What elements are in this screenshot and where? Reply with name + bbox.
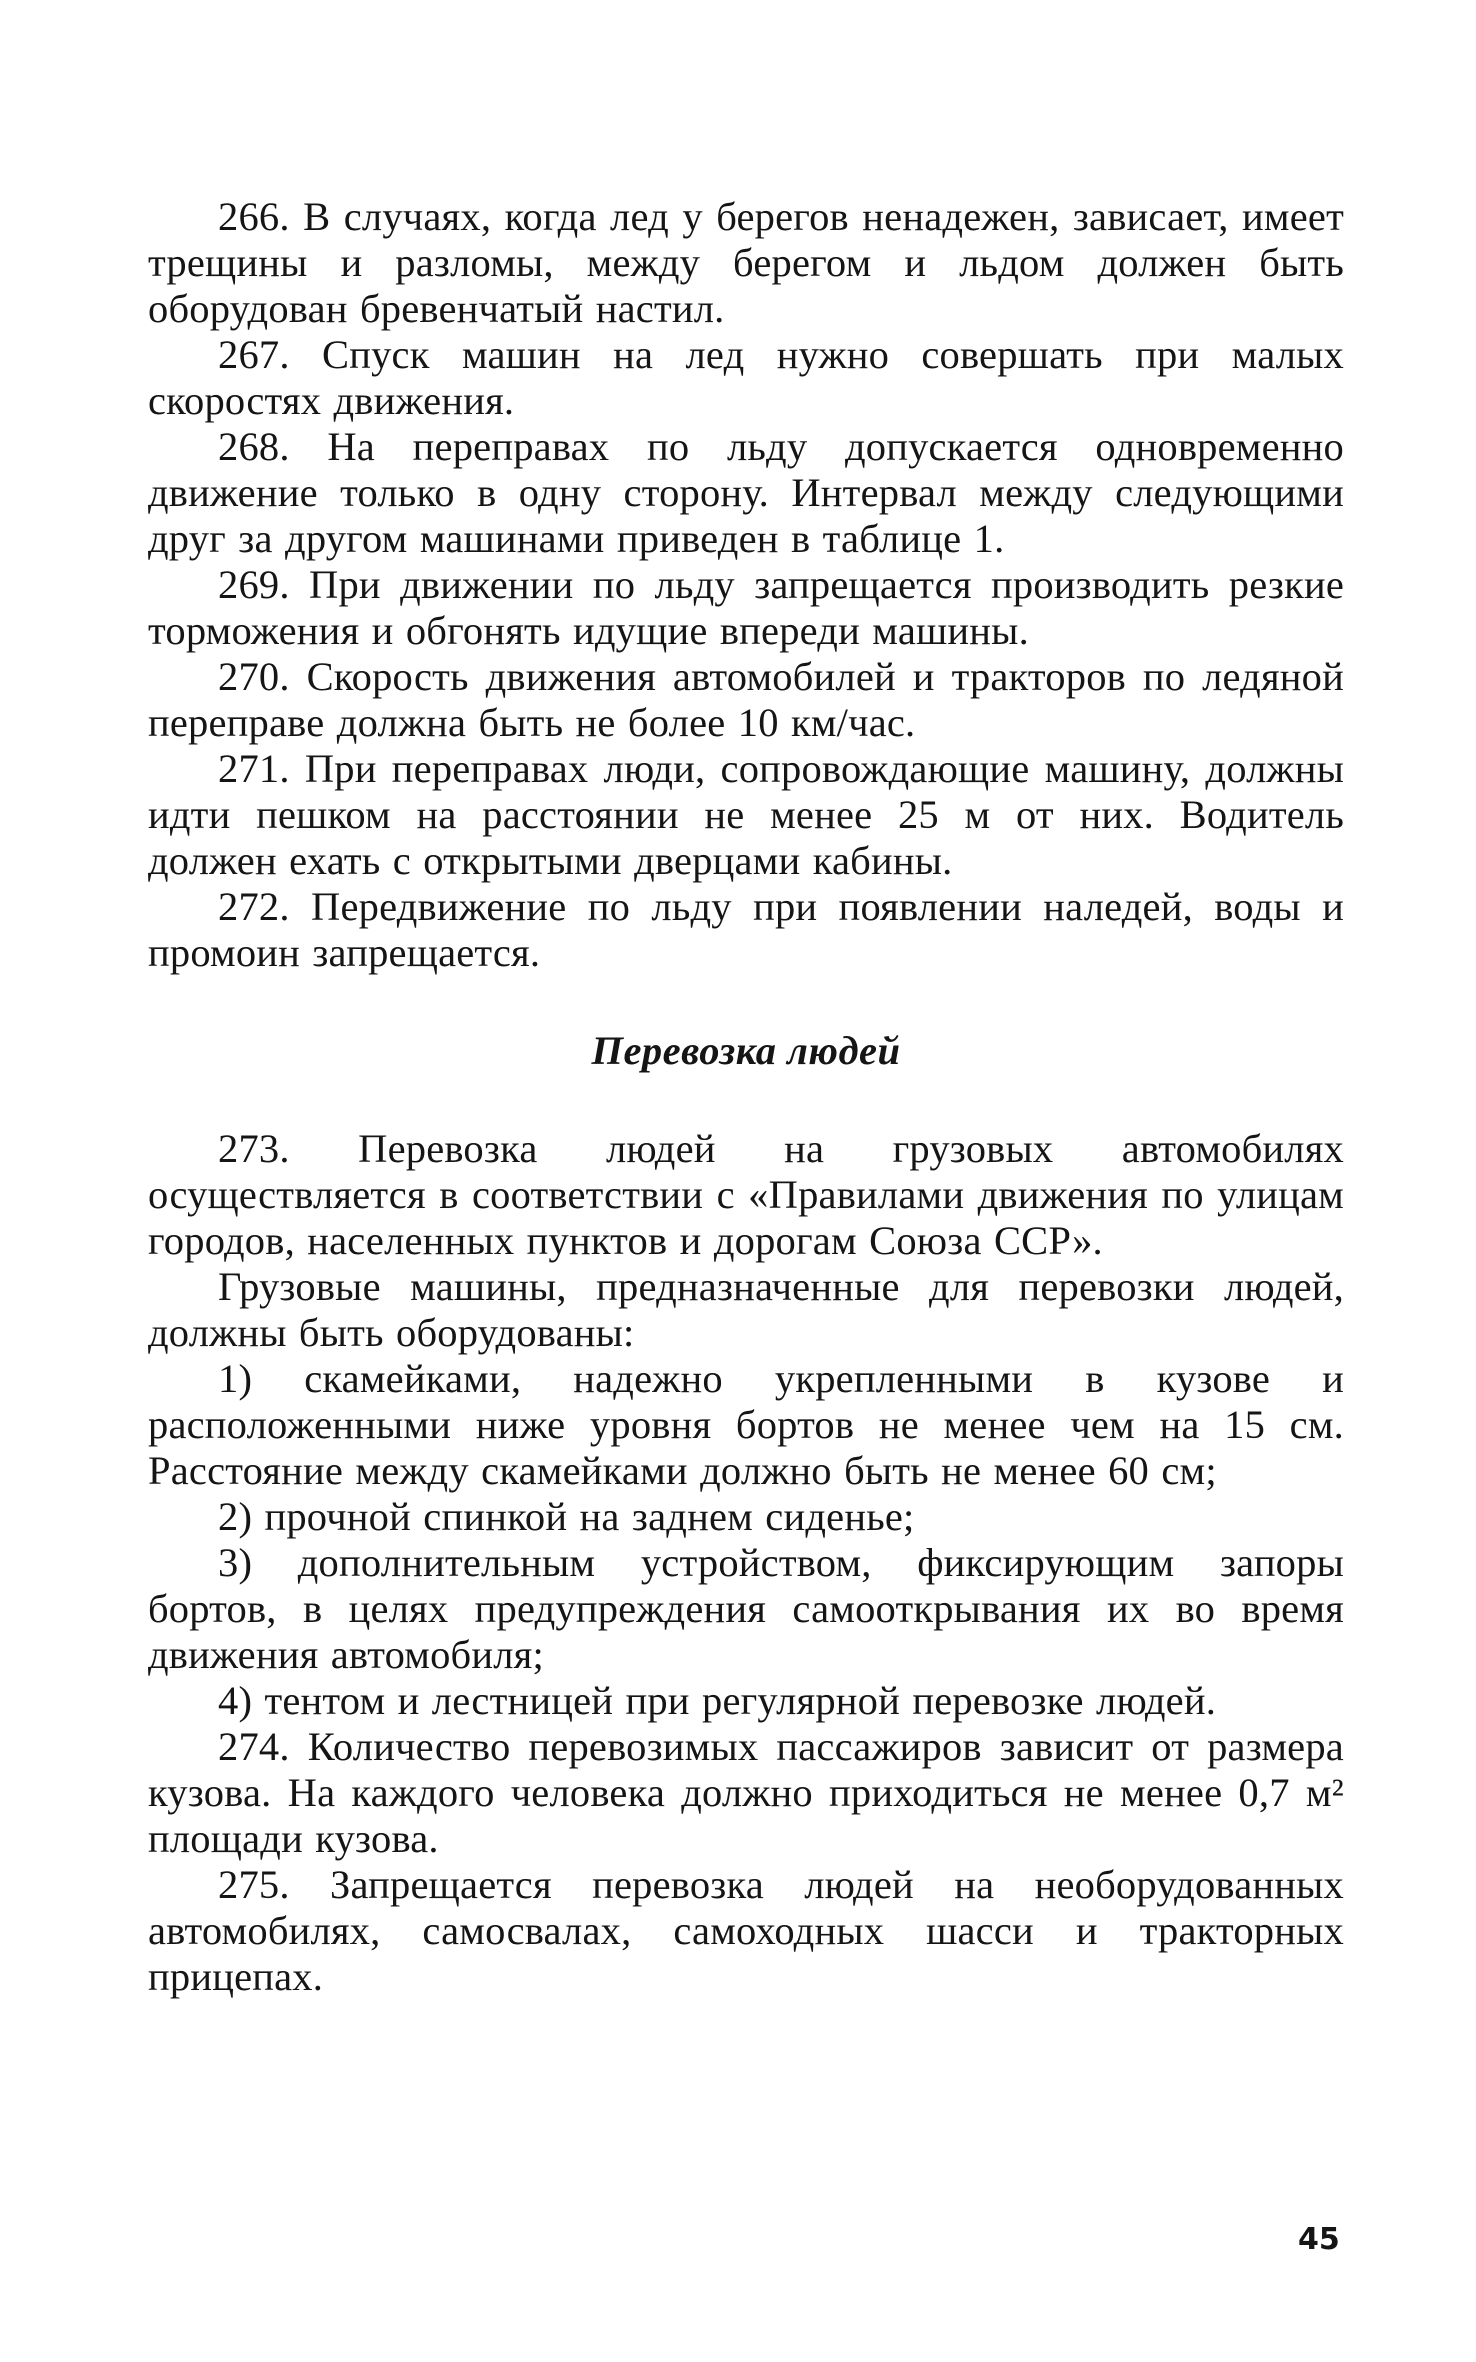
page-body xyxy=(148,194,1344,2000)
paragraph-268: 268. На переправах по льду допускается одновременно движение только в одну сторону. Интервал между следующими друг за другом машинами приведен в таблице 1. xyxy=(148,424,1344,561)
paragraph-equipment-intro: Грузовые машины, предназначенные для перевозки людей, должны быть оборудованы: xyxy=(148,1264,1344,1355)
list-item-3: 3) дополнительным устройством, фиксирующим запоры бортов, в целях предупреждения самооткрывания их во время движения автомобиля; xyxy=(148,1540,1344,1677)
list-item-1: 1) скамейками, надежно укрепленными в кузове и расположенными ниже уровня бортов не менее чем на 15 см. Расстояние между скамейками должно быть не менее 60 см; xyxy=(148,1356,1344,1493)
list-item-4: 4) тентом и лестницей при регулярной перевозке людей. xyxy=(218,1678,1217,1723)
paragraph-273: 273. Перевозка людей на грузовых автомобилях осуществляется в соответствии с «Правилами движения по улицам городов, населенных пунктов и дорогам Союза ССР». xyxy=(148,1126,1344,1263)
paragraph-269: 269. При движении по льду запрещается производить резкие торможения и обгонять идущие впереди машины. xyxy=(148,562,1344,653)
paragraph-275: 275. Запрещается перевозка людей на необорудованных автомобилях, самосвалах, самоходных шасси и тракторных прицепах. xyxy=(148,1862,1344,1999)
paragraph-271: 271. При переправах люди, сопровождающие машину, должны идти пешком на расстоянии не менее 25 м от них. Водитель должен ехать с открытыми дверцами кабины. xyxy=(148,746,1344,883)
section-heading: Перевозка людей xyxy=(591,1028,901,1073)
paragraph-274: 274. Количество перевозимых пассажиров зависит от размера кузова. На каждого человека должно приходиться не менее 0,7 м² площади кузова. xyxy=(148,1724,1344,1861)
page-number: 45 xyxy=(1298,2222,1340,2257)
paragraph-267: 267. Спуск машин на лед нужно совершать при малых скоростях движения. xyxy=(148,332,1344,423)
paragraph-272: 272. Передвижение по льду при появлении наледей, воды и промоин запрещается. xyxy=(148,884,1344,975)
list-item-2: 2) прочной спинкой на заднем сиденье; xyxy=(218,1494,915,1539)
paragraph-266: 266. В случаях, когда лед у берегов ненадежен, зависает, имеет трещины и разломы, между берегом и льдом должен быть оборудован бревенчатый настил. xyxy=(148,194,1344,331)
paragraph-270: 270. Скорость движения автомобилей и тракторов по ледяной переправе должна быть не более 10 км/час. xyxy=(148,654,1344,745)
